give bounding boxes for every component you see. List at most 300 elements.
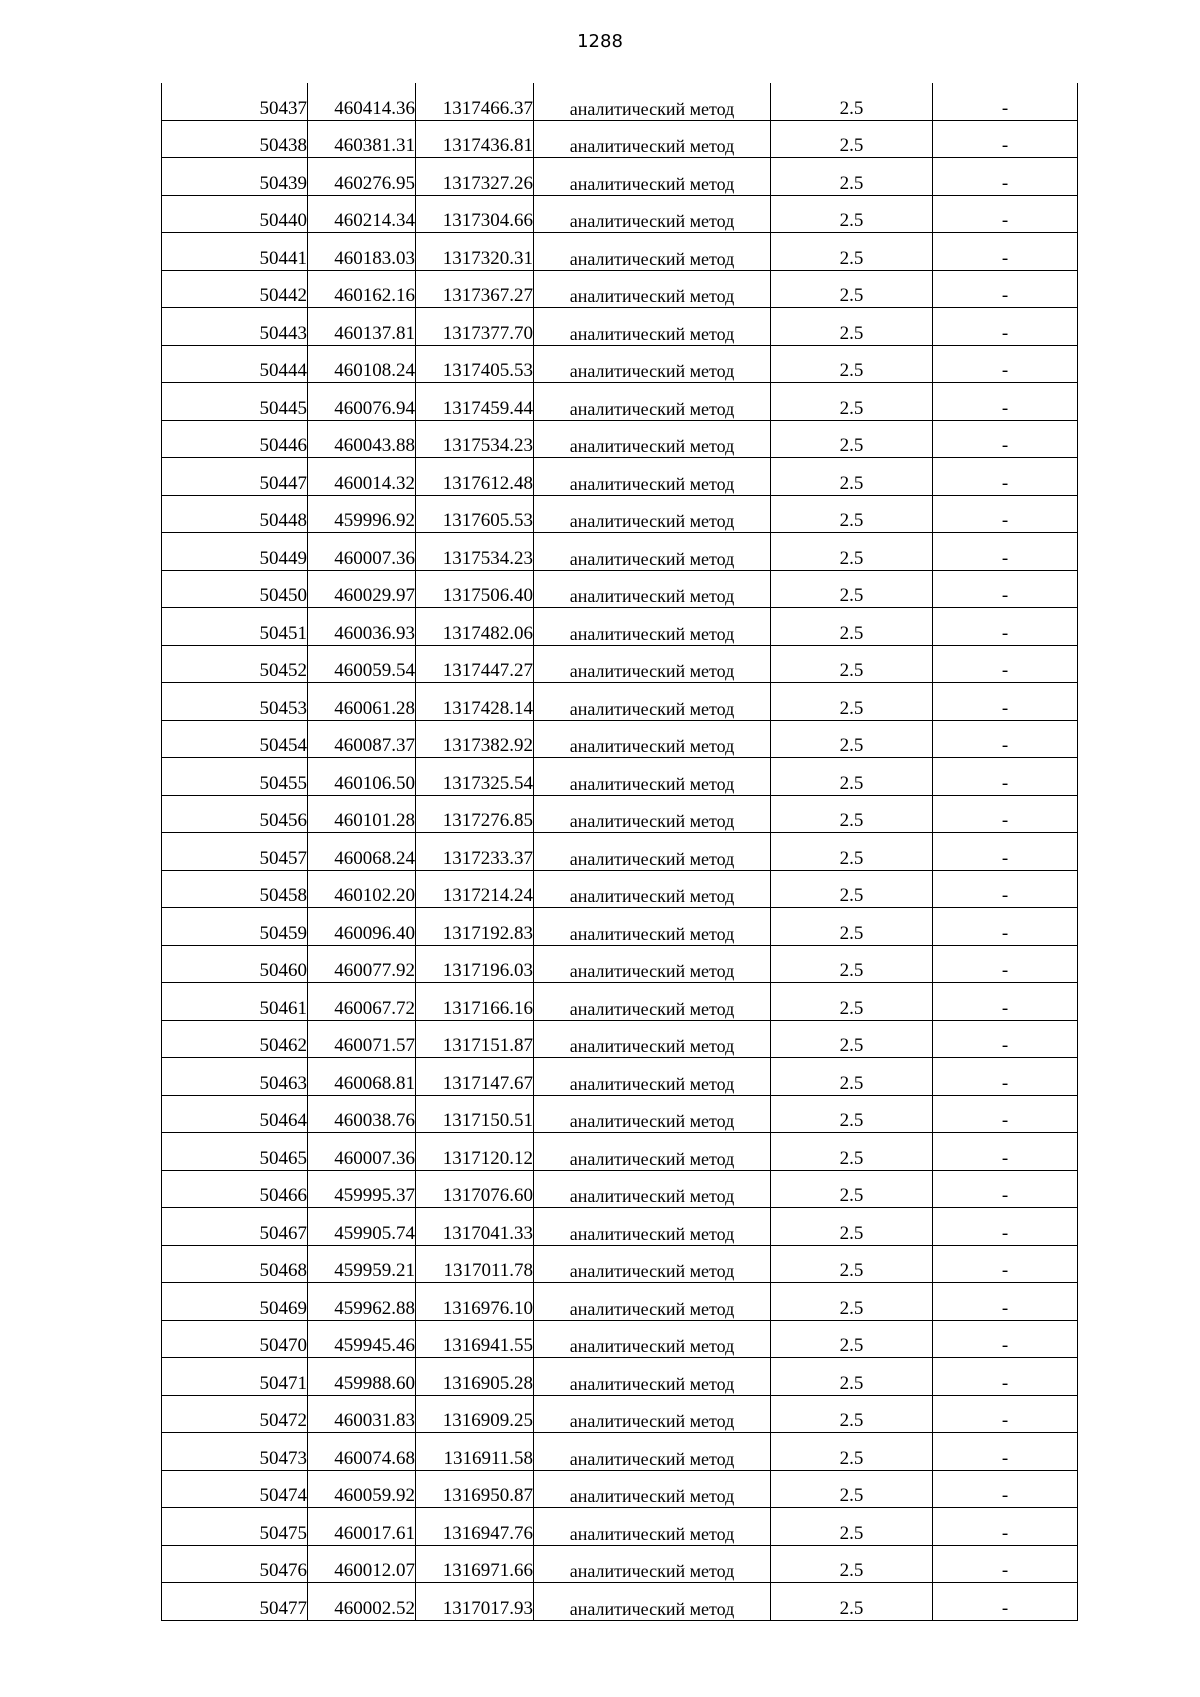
y-coordinate-cell: [416, 1358, 534, 1396]
point-number-cell: [162, 608, 308, 646]
method-cell: [534, 83, 771, 120]
x-coordinate-cell: [308, 495, 416, 533]
y-coordinate-text: 1316905.28: [442, 1372, 533, 1394]
x-coordinate-text: 460108.24: [334, 360, 415, 381]
point-number-text: 50451: [259, 622, 307, 644]
x-coordinate-text: 460214.34: [334, 210, 415, 231]
accuracy-text: 2.5: [839, 1260, 864, 1281]
point-number-cell: [162, 758, 308, 796]
point-number-cell: [162, 458, 308, 496]
y-coordinate-cell: [416, 1208, 534, 1246]
accuracy-text: 2.5: [839, 97, 864, 119]
accuracy-text: 2.5: [839, 397, 864, 419]
method-cell: [534, 795, 771, 833]
x-coordinate-text: 460036.93: [334, 622, 415, 644]
x-coordinate-text: 460087.37: [334, 735, 415, 756]
accuracy-text: 2.5: [839, 285, 864, 306]
method-text: аналитический метод: [569, 1111, 735, 1131]
x-coordinate-text: 460012.07: [334, 1560, 415, 1581]
accuracy-text: 2.5: [839, 360, 864, 381]
note-text: -: [1001, 1110, 1009, 1131]
point-number-cell: [162, 945, 308, 983]
y-coordinate-cell: [416, 158, 534, 196]
note-cell: [933, 833, 1078, 871]
point-number-cell: [162, 1583, 308, 1621]
method-cell: [534, 983, 771, 1021]
note-text: -: [1001, 1560, 1009, 1581]
table-row: [162, 1470, 1078, 1508]
note-text: -: [1001, 847, 1009, 869]
point-number-cell: [162, 1020, 308, 1058]
method-cell: [534, 495, 771, 533]
method-cell: [534, 270, 771, 308]
point-number-cell: [162, 795, 308, 833]
note-cell: [933, 870, 1078, 908]
accuracy-text: 2.5: [839, 660, 864, 681]
accuracy-text: 2.5: [839, 1485, 864, 1506]
point-number-text: 50465: [259, 1147, 307, 1169]
note-cell: [933, 608, 1078, 646]
x-coordinate-cell: [308, 1020, 416, 1058]
x-coordinate-text: 460414.36: [334, 97, 415, 119]
y-coordinate-cell: [416, 983, 534, 1021]
y-coordinate-text: 1317151.87: [442, 1035, 533, 1056]
point-number-cell: [162, 420, 308, 458]
note-cell: [933, 420, 1078, 458]
method-text: аналитический метод: [569, 286, 735, 306]
x-coordinate-text: 460038.76: [334, 1110, 415, 1131]
note-text: -: [1001, 1485, 1009, 1506]
x-coordinate-text: 460102.20: [334, 885, 415, 906]
y-coordinate-cell: [416, 720, 534, 758]
note-text: -: [1001, 172, 1009, 194]
accuracy-text: 2.5: [839, 772, 864, 794]
x-coordinate-text: 460017.61: [334, 1522, 415, 1544]
y-coordinate-cell: [416, 645, 534, 683]
y-coordinate-text: 1317327.26: [442, 172, 533, 194]
table-row: [162, 345, 1078, 383]
point-number-cell: [162, 83, 308, 120]
note-cell: [933, 1283, 1078, 1321]
x-coordinate-cell: [308, 1283, 416, 1321]
x-coordinate-text: 459996.92: [334, 510, 415, 531]
note-cell: [933, 1358, 1078, 1396]
x-coordinate-cell: [308, 1245, 416, 1283]
point-number-text: 50460: [259, 960, 307, 981]
table-row: [162, 945, 1078, 983]
y-coordinate-text: 1317147.67: [442, 1072, 533, 1094]
method-text: аналитический метод: [569, 998, 735, 1019]
point-number-cell: [162, 383, 308, 421]
point-number-text: 50437: [259, 97, 307, 119]
x-coordinate-text: 460276.95: [334, 172, 415, 194]
method-cell: [534, 1095, 771, 1133]
accuracy-text: 2.5: [839, 247, 864, 269]
method-text: аналитический метод: [569, 361, 735, 381]
point-number-text: 50453: [259, 697, 307, 719]
method-cell: [534, 870, 771, 908]
point-number-cell: [162, 120, 308, 158]
y-coordinate-text: 1317506.40: [442, 585, 533, 606]
x-coordinate-text: 460059.54: [334, 660, 415, 681]
y-coordinate-text: 1317166.16: [442, 997, 533, 1019]
accuracy-cell: [771, 1508, 933, 1546]
note-cell: [933, 1395, 1078, 1433]
y-coordinate-cell: [416, 458, 534, 496]
method-text: аналитический метод: [569, 1336, 735, 1356]
table-row: [162, 1508, 1078, 1546]
note-text: -: [1001, 97, 1009, 119]
point-number-cell: [162, 1170, 308, 1208]
point-number-cell: [162, 233, 308, 271]
method-cell: [534, 683, 771, 721]
accuracy-text: 2.5: [839, 622, 864, 644]
y-coordinate-cell: [416, 345, 534, 383]
accuracy-cell: [771, 308, 933, 346]
method-cell: [534, 833, 771, 871]
y-coordinate-text: 1317017.93: [442, 1597, 533, 1619]
point-number-text: 50440: [259, 210, 307, 231]
method-cell: [534, 345, 771, 383]
method-text: аналитический метод: [569, 398, 735, 419]
accuracy-cell: [771, 1058, 933, 1096]
note-text: -: [1001, 547, 1009, 569]
accuracy-cell: [771, 570, 933, 608]
method-text: аналитический метод: [569, 1073, 735, 1094]
method-text: аналитический метод: [569, 548, 735, 569]
table-row: [162, 308, 1078, 346]
method-text: аналитический метод: [569, 1223, 735, 1244]
x-coordinate-text: 460059.92: [334, 1485, 415, 1506]
y-coordinate-cell: [416, 1283, 534, 1321]
method-text: аналитический метод: [569, 436, 735, 456]
point-number-cell: [162, 345, 308, 383]
x-coordinate-cell: [308, 1433, 416, 1471]
table-row: [162, 570, 1078, 608]
accuracy-cell: [771, 758, 933, 796]
accuracy-cell: [771, 833, 933, 871]
accuracy-text: 2.5: [839, 472, 864, 494]
point-number-text: 50442: [259, 285, 307, 306]
method-text: аналитический метод: [569, 961, 735, 981]
point-number-text: 50473: [259, 1447, 307, 1469]
note-text: -: [1001, 622, 1009, 644]
method-cell: [534, 233, 771, 271]
note-cell: [933, 345, 1078, 383]
accuracy-text: 2.5: [839, 1110, 864, 1131]
note-text: -: [1001, 1372, 1009, 1394]
table-row: [162, 533, 1078, 571]
table-row: [162, 1358, 1078, 1396]
x-coordinate-cell: [308, 158, 416, 196]
point-number-text: 50474: [259, 1485, 307, 1506]
method-text: аналитический метод: [569, 1261, 735, 1281]
y-coordinate-text: 1317534.23: [442, 547, 533, 569]
note-text: -: [1001, 885, 1009, 906]
method-cell: [534, 758, 771, 796]
note-cell: [933, 908, 1078, 946]
note-cell: [933, 983, 1078, 1021]
method-text: аналитический метод: [569, 211, 735, 231]
x-coordinate-cell: [308, 345, 416, 383]
x-coordinate-cell: [308, 833, 416, 871]
method-text: аналитический метод: [569, 1523, 735, 1544]
method-text: аналитический метод: [569, 1298, 735, 1319]
x-coordinate-cell: [308, 195, 416, 233]
table-row: [162, 420, 1078, 458]
x-coordinate-text: 459962.88: [334, 1297, 415, 1319]
note-cell: [933, 270, 1078, 308]
table-row: [162, 495, 1078, 533]
point-number-cell: [162, 1283, 308, 1321]
y-coordinate-cell: [416, 233, 534, 271]
accuracy-text: 2.5: [839, 697, 864, 719]
accuracy-text: 2.5: [839, 210, 864, 231]
method-cell: [534, 1433, 771, 1471]
x-coordinate-cell: [308, 83, 416, 120]
y-coordinate-text: 1317534.23: [442, 435, 533, 456]
accuracy-cell: [771, 795, 933, 833]
note-text: -: [1001, 660, 1009, 681]
note-cell: [933, 1320, 1078, 1358]
point-number-text: 50475: [259, 1522, 307, 1544]
x-coordinate-cell: [308, 683, 416, 721]
point-number-text: 50459: [259, 922, 307, 944]
point-number-text: 50444: [259, 360, 307, 381]
accuracy-cell: [771, 345, 933, 383]
method-cell: [534, 1358, 771, 1396]
method-cell: [534, 1133, 771, 1171]
method-text: аналитический метод: [569, 586, 735, 606]
method-cell: [534, 1170, 771, 1208]
x-coordinate-text: 460071.57: [334, 1035, 415, 1056]
note-text: -: [1001, 472, 1009, 494]
accuracy-cell: [771, 120, 933, 158]
note-cell: [933, 458, 1078, 496]
table-row: [162, 1395, 1078, 1433]
method-cell: [534, 1058, 771, 1096]
table-row: [162, 1245, 1078, 1283]
coordinates-table: [161, 83, 1078, 1621]
point-number-text: 50471: [259, 1372, 307, 1394]
x-coordinate-cell: [308, 1508, 416, 1546]
note-text: -: [1001, 735, 1009, 756]
y-coordinate-cell: [416, 870, 534, 908]
method-cell: [534, 1020, 771, 1058]
table-row: [162, 1133, 1078, 1171]
accuracy-text: 2.5: [839, 1597, 864, 1619]
note-text: -: [1001, 1147, 1009, 1169]
table-row: [162, 1208, 1078, 1246]
y-coordinate-cell: [416, 533, 534, 571]
accuracy-cell: [771, 1020, 933, 1058]
note-cell: [933, 645, 1078, 683]
x-coordinate-text: 460002.52: [334, 1597, 415, 1619]
note-text: -: [1001, 322, 1009, 344]
x-coordinate-text: 460076.94: [334, 397, 415, 419]
y-coordinate-cell: [416, 908, 534, 946]
accuracy-text: 2.5: [839, 1522, 864, 1544]
accuracy-cell: [771, 458, 933, 496]
note-text: -: [1001, 360, 1009, 381]
method-text: аналитический метод: [569, 1448, 735, 1469]
point-number-cell: [162, 1545, 308, 1583]
x-coordinate-cell: [308, 270, 416, 308]
method-cell: [534, 645, 771, 683]
accuracy-cell: [771, 1245, 933, 1283]
x-coordinate-text: 460014.32: [334, 472, 415, 494]
accuracy-cell: [771, 1170, 933, 1208]
note-cell: [933, 1508, 1078, 1546]
x-coordinate-text: 459995.37: [334, 1185, 415, 1206]
accuracy-cell: [771, 233, 933, 271]
accuracy-text: 2.5: [839, 1185, 864, 1206]
method-cell: [534, 158, 771, 196]
y-coordinate-text: 1317041.33: [442, 1222, 533, 1244]
note-cell: [933, 533, 1078, 571]
y-coordinate-cell: [416, 1170, 534, 1208]
table-row: [162, 1170, 1078, 1208]
note-cell: [933, 1433, 1078, 1471]
note-cell: [933, 1208, 1078, 1246]
method-cell: [534, 1545, 771, 1583]
accuracy-cell: [771, 1545, 933, 1583]
y-coordinate-text: 1317276.85: [442, 810, 533, 831]
x-coordinate-cell: [308, 308, 416, 346]
accuracy-cell: [771, 1433, 933, 1471]
method-text: аналитический метод: [569, 136, 735, 156]
accuracy-cell: [771, 158, 933, 196]
point-number-text: 50476: [259, 1560, 307, 1581]
point-number-text: 50456: [259, 810, 307, 831]
accuracy-cell: [771, 533, 933, 571]
method-text: аналитический метод: [569, 848, 735, 869]
table-row: [162, 720, 1078, 758]
point-number-text: 50477: [259, 1597, 307, 1619]
y-coordinate-cell: [416, 1245, 534, 1283]
y-coordinate-cell: [416, 308, 534, 346]
note-cell: [933, 1245, 1078, 1283]
note-text: -: [1001, 1410, 1009, 1431]
method-cell: [534, 458, 771, 496]
method-cell: [534, 1283, 771, 1321]
table-row: [162, 908, 1078, 946]
y-coordinate-cell: [416, 1545, 534, 1583]
x-coordinate-text: 460096.40: [334, 922, 415, 944]
accuracy-text: 2.5: [839, 435, 864, 456]
accuracy-cell: [771, 383, 933, 421]
accuracy-cell: [771, 83, 933, 120]
y-coordinate-cell: [416, 758, 534, 796]
method-text: аналитический метод: [569, 511, 735, 531]
point-number-text: 50446: [259, 435, 307, 456]
y-coordinate-text: 1316950.87: [442, 1485, 533, 1506]
note-cell: [933, 1058, 1078, 1096]
x-coordinate-text: 460043.88: [334, 435, 415, 456]
accuracy-text: 2.5: [839, 1035, 864, 1056]
y-coordinate-text: 1317214.24: [442, 885, 533, 906]
y-coordinate-cell: [416, 83, 534, 120]
note-cell: [933, 570, 1078, 608]
point-number-text: 50439: [259, 172, 307, 194]
y-coordinate-cell: [416, 945, 534, 983]
method-cell: [534, 308, 771, 346]
x-coordinate-cell: [308, 1170, 416, 1208]
y-coordinate-text: 1317447.27: [442, 660, 533, 681]
x-coordinate-cell: [308, 758, 416, 796]
note-text: -: [1001, 397, 1009, 419]
x-coordinate-text: 460061.28: [334, 697, 415, 719]
y-coordinate-cell: [416, 1508, 534, 1546]
y-coordinate-cell: [416, 420, 534, 458]
method-text: аналитический метод: [569, 473, 735, 494]
note-cell: [933, 945, 1078, 983]
x-coordinate-cell: [308, 908, 416, 946]
accuracy-text: 2.5: [839, 1447, 864, 1469]
x-coordinate-text: 460074.68: [334, 1447, 415, 1469]
y-coordinate-text: 1317120.12: [442, 1147, 533, 1169]
point-number-cell: [162, 1508, 308, 1546]
table-row: [162, 233, 1078, 271]
point-number-cell: [162, 1208, 308, 1246]
table-row: [162, 795, 1078, 833]
y-coordinate-cell: [416, 1133, 534, 1171]
x-coordinate-text: 460162.16: [334, 285, 415, 306]
accuracy-text: 2.5: [839, 960, 864, 981]
method-text: аналитический метод: [569, 1561, 735, 1581]
x-coordinate-text: 460031.83: [334, 1410, 415, 1431]
x-coordinate-text: 460106.50: [334, 772, 415, 794]
table-row: [162, 833, 1078, 871]
point-number-cell: [162, 308, 308, 346]
point-number-cell: [162, 1095, 308, 1133]
table-row: [162, 458, 1078, 496]
accuracy-cell: [771, 1283, 933, 1321]
point-number-cell: [162, 1470, 308, 1508]
method-cell: [534, 908, 771, 946]
note-text: -: [1001, 1335, 1009, 1356]
method-cell: [534, 945, 771, 983]
y-coordinate-text: 1316947.76: [442, 1522, 533, 1544]
x-coordinate-cell: [308, 720, 416, 758]
x-coordinate-cell: [308, 458, 416, 496]
point-number-cell: [162, 195, 308, 233]
accuracy-text: 2.5: [839, 1335, 864, 1356]
point-number-text: 50464: [259, 1110, 307, 1131]
point-number-cell: [162, 495, 308, 533]
x-coordinate-cell: [308, 1133, 416, 1171]
accuracy-cell: [771, 1208, 933, 1246]
method-cell: [534, 608, 771, 646]
method-text: аналитический метод: [569, 98, 735, 119]
table-row: [162, 1020, 1078, 1058]
method-cell: [534, 1395, 771, 1433]
point-number-cell: [162, 1133, 308, 1171]
method-text: аналитический метод: [569, 1486, 735, 1506]
point-number-text: 50450: [259, 585, 307, 606]
method-text: аналитический метод: [569, 923, 735, 944]
point-number-cell: [162, 1395, 308, 1433]
accuracy-text: 2.5: [839, 922, 864, 944]
table-row: [162, 120, 1078, 158]
note-text: -: [1001, 960, 1009, 981]
y-coordinate-text: 1317233.37: [442, 847, 533, 869]
note-text: -: [1001, 247, 1009, 269]
note-text: -: [1001, 1260, 1009, 1281]
point-number-text: 50472: [259, 1410, 307, 1431]
x-coordinate-text: 460101.28: [334, 810, 415, 831]
point-number-text: 50452: [259, 660, 307, 681]
